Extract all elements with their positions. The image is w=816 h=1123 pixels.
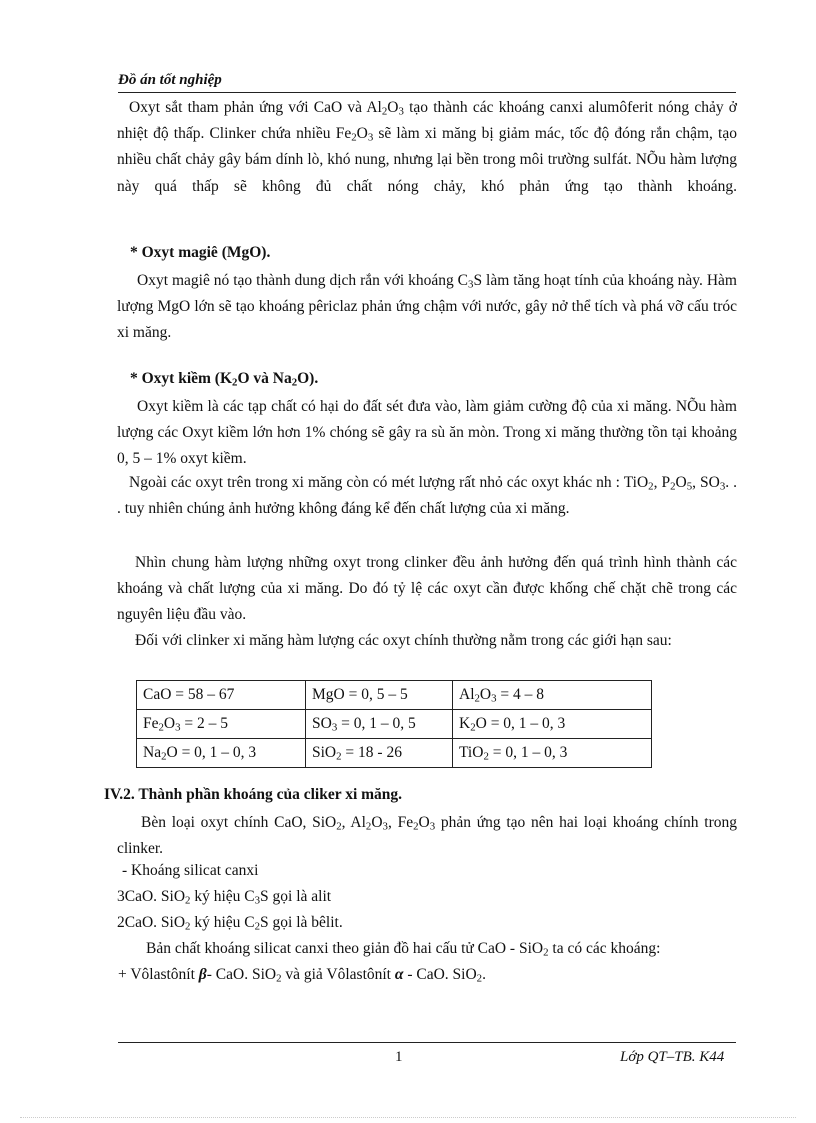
- paragraph-alkali: Oxyt kiềm là các tạp chất có hại do đất sét đưa vào, làm giảm cường độ của xi măng. NÕu hàm lượng các Oxyt kiềm lớn hơn 1% chóng sẽ gây ra sù ăn mòn. Trong xi măng thường tồn tại khoảng 0, 5 – 1% oxyt kiềm.: [117, 398, 737, 468]
- page-number: 1: [395, 1049, 403, 1065]
- line-alit: 3CaO. SiO$_2$ ký hiệu $C_3S$ gọi là alit: [117, 888, 332, 907]
- table-row: [137, 681, 652, 710]
- table-cell: TiO$_2$ = 0, 1 – 0, 3: [453, 739, 652, 768]
- header-title: Đồ án tốt nghiệp: [118, 72, 222, 88]
- table-cell: $K_2O = 0$, 1 – 0, 3: [453, 710, 652, 739]
- paragraph-section: Bèn loại oxyt chính CaO, SiO$_2$, $Al_2O_3$, $Fe_2O_3$ phản ứng tạo nên hai loại khoáng chính trong clinker.: [117, 814, 737, 858]
- paragraph-other-oxides: Ngoài các oxyt trên trong xi măng còn có mét lượng rất nhỏ các oxyt khác nh : TiO$_2$, $P_2O_5$, $SO_3$. . . tuy nhiên chúng ảnh hưởng không đáng kể đến chất lượng của xi măng.: [117, 474, 738, 518]
- footer-class-label: Lớp QT–TB. K44: [620, 1049, 725, 1065]
- line-silicat: - Khoáng silicat canxi: [122, 862, 259, 879]
- heading-mgo: * Oxyt magiê (MgO).: [130, 244, 271, 261]
- table-cell: CaO = 58 – 67: [137, 681, 306, 710]
- table-cell: $Na_2O = 0$, 1 – 0, 3: [137, 739, 306, 768]
- paragraph-general: Nhìn chung hàm lượng những oxyt trong clinker đều ảnh hưởng đến quá trình hình thành các khoáng và chất lượng của xi măng. Do đó tỷ lệ các oxyt cần được khống chế chặt chẽ trong các nguyên liệu đầu vào.: [117, 554, 737, 624]
- line-nature: Bản chất khoáng silicat canxi theo giản đồ hai cấu tử CaO - SiO$_2$ ta có các khoáng:: [146, 940, 661, 959]
- footer-rule: [118, 1042, 736, 1043]
- paragraph-iron-oxide: Oxyt sắt tham phản ứng với CaO và $Al_2O_3$ tạo thành các khoáng canxi alumôferit nóng chảy ở nhiệt độ thấp. Clinker chứa nhiều $Fe_2O_3$ sẽ làm xi măng bị giảm mác, tốc độ đóng rắn chậm, tạo nhiều chất chảy gây bám dính lò, khó nung, nhưng lại bền trong môi trường sulfát. NÕu hàm lượng này quá thấp sẽ không đủ chất nóng chảy, khó phản ứng tạo thành khoáng.: [117, 99, 737, 195]
- page-edge-dots: [20, 1117, 796, 1118]
- table-cell: $SO_3 = 0$, 1 – 0, 5: [306, 710, 453, 739]
- table-cell: MgO = 0, 5 – 5: [306, 681, 453, 710]
- table-row: [137, 739, 652, 768]
- section-heading: IV.2. Thành phần khoáng của cliker xi măng.: [104, 786, 403, 803]
- paragraph-limits: Đối với clinker xi măng hàm lượng các oxyt chính thường nằm trong các giới hạn sau:: [135, 632, 672, 649]
- table-cell: $Fe_2O_3 = 2 - 5$: [137, 710, 306, 739]
- oxide-limits-table: [136, 680, 652, 768]
- header-rule: [118, 92, 736, 93]
- paragraph-mgo: Oxyt magiê nó tạo thành dung dịch rắn với khoáng $C_3S$ làm tăng hoạt tính của khoáng này. Hàm lượng MgO lớn sẽ tạo khoáng pêriclaz phản ứng chậm với nước, gây nở thể tích và phá vỡ cấu tróc xi măng.: [117, 272, 737, 342]
- line-volastonit: + Vôlastônít β- CaO. SiO$_2$ và giả Vôlastônít α - CaO. SiO$_2$.: [118, 966, 486, 985]
- table-row: [137, 710, 652, 739]
- table-cell: $Al_2O_3 = 4 - 8$: [453, 681, 652, 710]
- heading-alkali: * Oxyt kiềm ($K_2O$ và $Na_2O$).: [130, 370, 319, 389]
- table-cell: SiO$_2$ = 18 - 26: [306, 739, 453, 768]
- line-belit: 2CaO. SiO$_2$ ký hiệu $C_2S$ gọi là bêlit.: [117, 914, 343, 933]
